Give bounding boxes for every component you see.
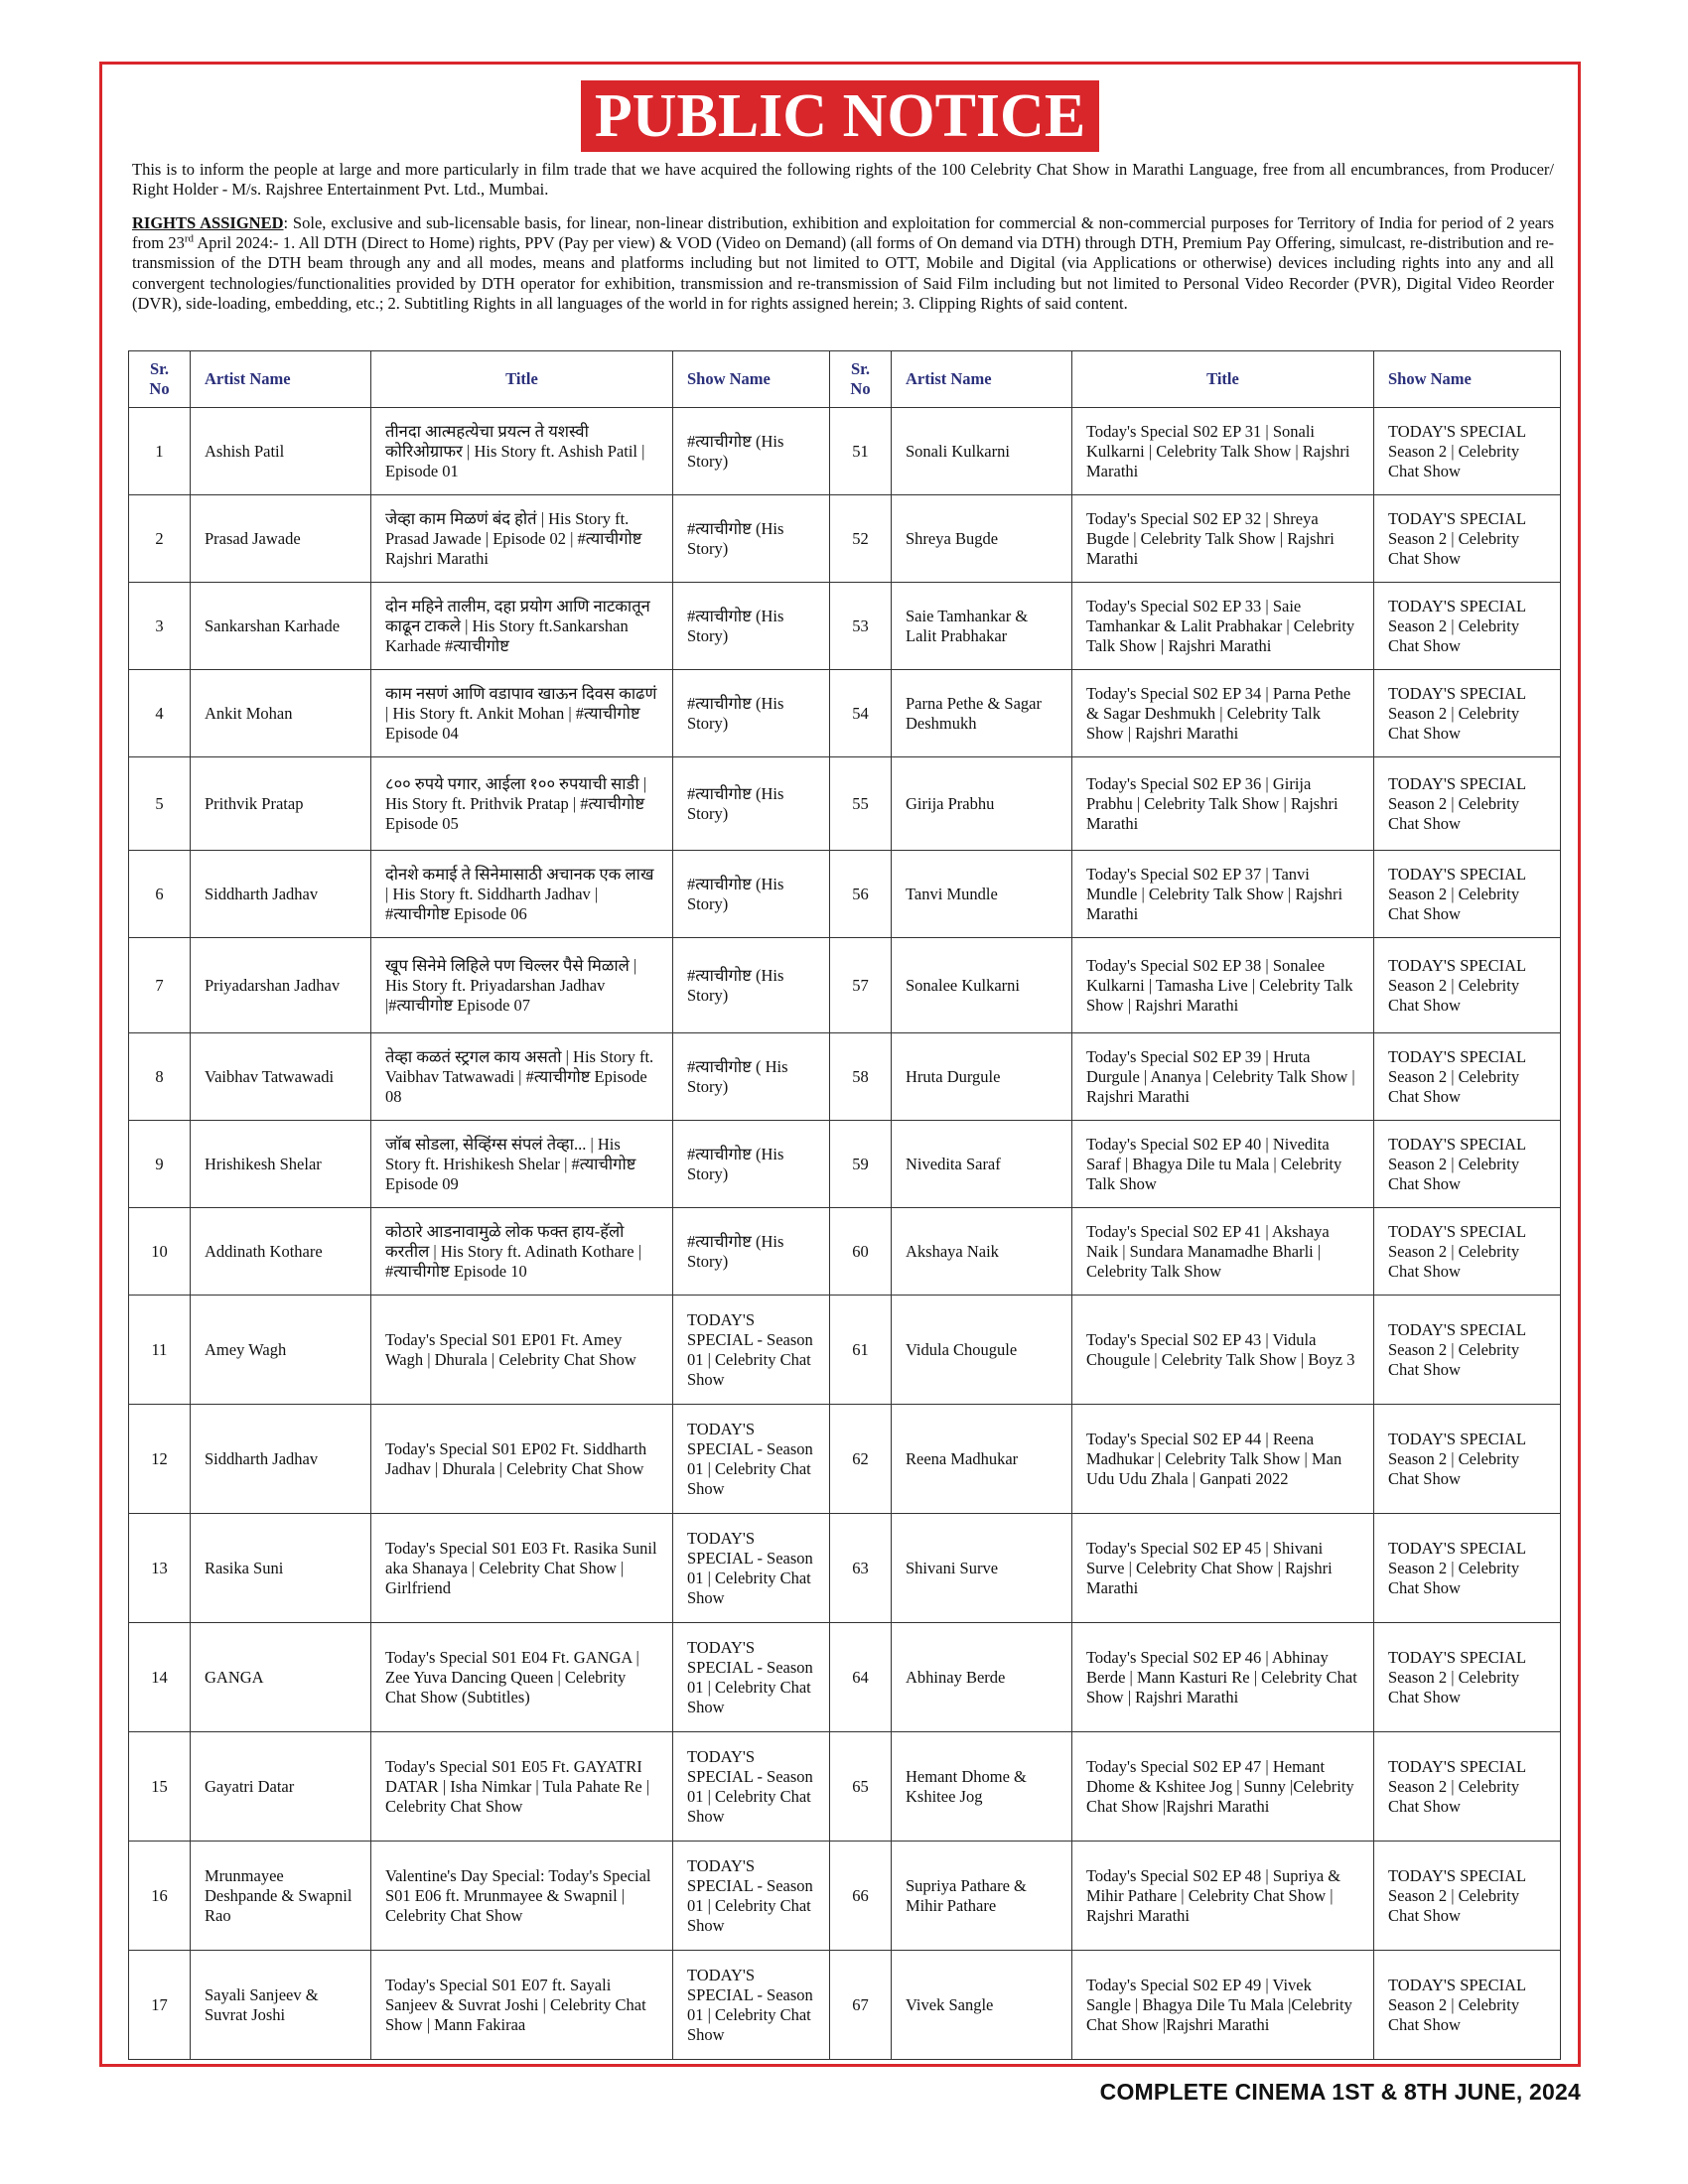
table-row [129,1208,1561,1296]
cell-artist-name: Shreya Bugde [892,495,1072,583]
cell-artist-name: Vidula Chougule [892,1296,1072,1405]
cell-artist-name: Sonali Kulkarni [892,408,1072,495]
cell-title: Today's Special S02 EP 32 | Shreya Bugde | Celebrity Talk Show | Rajshri Marathi [1072,495,1374,583]
cell-title: Today's Special S02 EP 38 | Sonalee Kulkarni | Tamasha Live | Celebrity Talk Show | Rajshri Marathi [1072,938,1374,1033]
cell-sr-no: 5 [129,757,191,851]
cell-show-name: TODAY'S SPECIAL - Season 01 | Celebrity Chat Show [673,1296,830,1405]
cell-show-name: #त्याचीगोष्ट (His Story) [673,938,830,1033]
cell-artist-name: Siddharth Jadhav [191,851,371,938]
footer-publication: COMPLETE CINEMA 1ST & 8TH JUNE, 2024 [1099,2079,1581,2105]
table-row [129,1732,1561,1842]
cell-sr-no: 8 [129,1033,191,1121]
cell-show-name: #त्याचीगोष्ट (His Story) [673,757,830,851]
cell-sr-no: 56 [830,851,892,938]
table-row [129,757,1561,851]
table-row [129,1623,1561,1732]
rights-text-b: April 2024:- 1. All DTH (Direct to Home) rights, PPV (Pay per view) & VOD (Video on Demand) (all forms of On demand via DTH) through DTH, Premium Pay Offering, simulcast, re-distribution and re-transmission of the DTH beam through any and all modes, means and platforms including but not limited to OTT, Mobile and Digital (via Applications or otherwise) devices including rights into any and all convergent technologies/functionalities provided by DTH operator for exhibition, transmission and re-transmission of Said Film including but not limited to Personal Video Recorder (PVR), Digital Video Reorder (DVR), side-loading, embedding, etc.; 2. Subtitling Rights in all languages of the world in for rights assigned herein; 3. Clipping Rights of said content. [132,233,1554,313]
cell-artist-name: Hruta Durgule [892,1033,1072,1121]
table-header-row [129,351,1561,408]
table-row [129,1514,1561,1623]
table-row [129,1405,1561,1514]
cell-sr-no: 12 [129,1405,191,1514]
cell-artist-name: Prasad Jawade [191,495,371,583]
cell-show-name: TODAY'S SPECIAL - Season 01 | Celebrity Chat Show [673,1732,830,1842]
cell-artist-name: Nivedita Saraf [892,1121,1072,1208]
cell-show-name: TODAY'S SPECIAL Season 2 | Celebrity Chat Show [1374,938,1561,1033]
cell-artist-name: Girija Prabhu [892,757,1072,851]
cell-title: Valentine's Day Special: Today's Special S01 E06 ft. Mrunmayee & Swapnil | Celebrity Chat Show [371,1842,673,1951]
cell-show-name: #त्याचीगोष्ट ( His Story) [673,1033,830,1121]
cell-show-name: TODAY'S SPECIAL Season 2 | Celebrity Chat Show [1374,1121,1561,1208]
cell-title: जेव्हा काम मिळणं बंद होतं | His Story ft. Prasad Jawade | Episode 02 | #त्याचीगोष्ट Rajshri Marathi [371,495,673,583]
table-row [129,1951,1561,2060]
cell-artist-name: Gayatri Datar [191,1732,371,1842]
cell-artist-name: Abhinay Berde [892,1623,1072,1732]
cell-sr-no: 3 [129,583,191,670]
cell-title: Today's Special S01 E03 Ft. Rasika Sunil aka Shanaya | Celebrity Chat Show | Girlfriend [371,1514,673,1623]
cell-artist-name: Sayali Sanjeev & Suvrat Joshi [191,1951,371,2060]
table-row [129,851,1561,938]
cell-sr-no: 66 [830,1842,892,1951]
cell-show-name: TODAY'S SPECIAL Season 2 | Celebrity Chat Show [1374,1623,1561,1732]
cell-title: Today's Special S02 EP 37 | Tanvi Mundle | Celebrity Talk Show | Rajshri Marathi [1072,851,1374,938]
cell-title: ८०० रुपये पगार, आईला १०० रुपयाची साडी | His Story ft. Prithvik Pratap | #त्याचीगोष्ट Episode 05 [371,757,673,851]
cell-sr-no: 4 [129,670,191,757]
cell-sr-no: 9 [129,1121,191,1208]
cell-show-name: #त्याचीगोष्ट (His Story) [673,670,830,757]
cell-show-name: #त्याचीगोष्ट (His Story) [673,1121,830,1208]
rights-label: RIGHTS ASSIGNED [132,213,284,232]
cell-sr-no: 63 [830,1514,892,1623]
cell-artist-name: GANGA [191,1623,371,1732]
cell-artist-name: Supriya Pathare & Mihir Pathare [892,1842,1072,1951]
cell-artist-name: Sonalee Kulkarni [892,938,1072,1033]
cell-title: Today's Special S02 EP 33 | Saie Tamhankar & Lalit Prabhakar | Celebrity Talk Show | Rajshri Marathi [1072,583,1374,670]
cell-artist-name: Saie Tamhankar & Lalit Prabhakar [892,583,1072,670]
rights-paragraph [132,213,1554,314]
cell-title: Today's Special S01 E05 Ft. GAYATRI DATAR | Isha Nimkar | Tula Pahate Re | Celebrity Chat Show [371,1732,673,1842]
cell-artist-name: Hemant Dhome & Kshitee Jog [892,1732,1072,1842]
header-artist-name: Artist Name [191,351,371,408]
cell-sr-no: 62 [830,1405,892,1514]
cell-artist-name: Akshaya Naik [892,1208,1072,1296]
notice-frame [99,62,1581,2067]
cell-artist-name: Shivani Surve [892,1514,1072,1623]
cell-artist-name: Addinath Kothare [191,1208,371,1296]
cell-title: Today's Special S02 EP 49 | Vivek Sangle | Bhagya Dile Tu Mala |Celebrity Chat Show |Rajshri Marathi [1072,1951,1374,2060]
cell-sr-no: 59 [830,1121,892,1208]
cell-show-name: TODAY'S SPECIAL Season 2 | Celebrity Chat Show [1374,583,1561,670]
cell-sr-no: 11 [129,1296,191,1405]
cell-show-name: TODAY'S SPECIAL - Season 01 | Celebrity Chat Show [673,1623,830,1732]
title-banner-wrap [102,80,1578,152]
cell-sr-no: 60 [830,1208,892,1296]
cell-show-name: TODAY'S SPECIAL Season 2 | Celebrity Chat Show [1374,1405,1561,1514]
header-artist-name: Artist Name [892,351,1072,408]
cell-show-name: TODAY'S SPECIAL Season 2 | Celebrity Chat Show [1374,1208,1561,1296]
notice-title: PUBLIC NOTICE [581,80,1099,152]
cell-sr-no: 61 [830,1296,892,1405]
cell-sr-no: 17 [129,1951,191,2060]
cell-sr-no: 55 [830,757,892,851]
cell-artist-name: Siddharth Jadhav [191,1405,371,1514]
cell-title: तेव्हा कळतं स्ट्रगल काय असतो | His Story ft. Vaibhav Tatwawadi | #त्याचीगोष्ट Episode 08 [371,1033,673,1121]
rights-table [128,350,1561,2060]
cell-artist-name: Prithvik Pratap [191,757,371,851]
table-row [129,1842,1561,1951]
cell-show-name: TODAY'S SPECIAL Season 2 | Celebrity Chat Show [1374,495,1561,583]
header-title: Title [371,351,673,408]
cell-title: Today's Special S02 EP 36 | Girija Prabhu | Celebrity Talk Show | Rajshri Marathi [1072,757,1374,851]
cell-title: दोनशे कमाई ते सिनेमासाठी अचानक एक लाख | His Story ft. Siddharth Jadhav | #त्याचीगोष्ट Episode 06 [371,851,673,938]
cell-artist-name: Sankarshan Karhade [191,583,371,670]
cell-sr-no: 51 [830,408,892,495]
cell-title: कोठारे आडनावामुळे लोक फक्त हाय-हॅलो करतील | His Story ft. Adinath Kothare | #त्याचीगोष्ट Episode 10 [371,1208,673,1296]
header-title: Title [1072,351,1374,408]
cell-sr-no: 67 [830,1951,892,2060]
cell-title: दोन महिने तालीम, दहा प्रयोग आणि नाटकातून काढून टाकले | His Story ft.Sankarshan Karhade #त्याचीगोष्ट [371,583,673,670]
cell-artist-name: Hrishikesh Shelar [191,1121,371,1208]
cell-title: जॉब सोडला, सेव्हिंग्स संपलं तेव्हा... | His Story ft. Hrishikesh Shelar | #त्याचीगोष्ट Episode 09 [371,1121,673,1208]
cell-title: Today's Special S02 EP 44 | Reena Madhukar | Celebrity Talk Show | Man Udu Udu Zhala | Ganpati 2022 [1072,1405,1374,1514]
table-row [129,408,1561,495]
cell-show-name: TODAY'S SPECIAL Season 2 | Celebrity Chat Show [1374,408,1561,495]
cell-title: Today's Special S02 EP 41 | Akshaya Naik | Sundara Manamadhe Bharli | Celebrity Talk Show [1072,1208,1374,1296]
cell-sr-no: 16 [129,1842,191,1951]
cell-sr-no: 7 [129,938,191,1033]
cell-sr-no: 10 [129,1208,191,1296]
cell-title: खूप सिनेमे लिहिले पण चिल्लर पैसे मिळाले | His Story ft. Priyadarshan Jadhav |#त्याचीगोष्ट Episode 07 [371,938,673,1033]
cell-show-name: TODAY'S SPECIAL - Season 01 | Celebrity Chat Show [673,1951,830,2060]
cell-title: Today's Special S02 EP 39 | Hruta Durgule | Ananya | Celebrity Talk Show | Rajshri Marathi [1072,1033,1374,1121]
cell-sr-no: 53 [830,583,892,670]
cell-show-name: TODAY'S SPECIAL Season 2 | Celebrity Chat Show [1374,1842,1561,1951]
cell-show-name: #त्याचीगोष्ट (His Story) [673,1208,830,1296]
cell-title: Today's Special S02 EP 43 | Vidula Chougule | Celebrity Talk Show | Boyz 3 [1072,1296,1374,1405]
rights-date-suffix: rd [184,232,195,245]
cell-artist-name: Amey Wagh [191,1296,371,1405]
cell-artist-name: Vivek Sangle [892,1951,1072,2060]
cell-title: Today's Special S01 EP02 Ft. Siddharth Jadhav | Dhurala | Celebrity Chat Show [371,1405,673,1514]
cell-show-name: TODAY'S SPECIAL Season 2 | Celebrity Chat Show [1374,1296,1561,1405]
cell-sr-no: 54 [830,670,892,757]
cell-title: Today's Special S01 EP01 Ft. Amey Wagh | Dhurala | Celebrity Chat Show [371,1296,673,1405]
cell-title: Today's Special S01 E07 ft. Sayali Sanjeev & Suvrat Joshi | Celebrity Chat Show | Mann Fakiraa [371,1951,673,2060]
cell-show-name: TODAY'S SPECIAL Season 2 | Celebrity Chat Show [1374,1514,1561,1623]
cell-sr-no: 58 [830,1033,892,1121]
table-body [129,408,1561,2060]
cell-sr-no: 2 [129,495,191,583]
header-show-name: Show Name [1374,351,1561,408]
cell-title: Today's Special S02 EP 47 | Hemant Dhome & Kshitee Jog | Sunny |Celebrity Chat Show |Rajshri Marathi [1072,1732,1374,1842]
cell-show-name: TODAY'S SPECIAL - Season 01 | Celebrity Chat Show [673,1405,830,1514]
cell-artist-name: Reena Madhukar [892,1405,1072,1514]
cell-title: Today's Special S02 EP 45 | Shivani Surve | Celebrity Chat Show | Rajshri Marathi [1072,1514,1374,1623]
header-show-name: Show Name [673,351,830,408]
cell-title: Today's Special S02 EP 34 | Parna Pethe & Sagar Deshmukh | Celebrity Talk Show | Rajshri Marathi [1072,670,1374,757]
cell-show-name: TODAY'S SPECIAL - Season 01 | Celebrity Chat Show [673,1842,830,1951]
cell-show-name: TODAY'S SPECIAL Season 2 | Celebrity Chat Show [1374,670,1561,757]
cell-show-name: #त्याचीगोष्ट (His Story) [673,851,830,938]
cell-sr-no: 6 [129,851,191,938]
header-sr-no: Sr. No [830,351,892,408]
cell-show-name: TODAY'S SPECIAL Season 2 | Celebrity Chat Show [1374,1951,1561,2060]
cell-title: काम नसणं आणि वडापाव खाऊन दिवस काढणं | His Story ft. Ankit Mohan | #त्याचीगोष्ट Episode 04 [371,670,673,757]
cell-artist-name: Vaibhav Tatwawadi [191,1033,371,1121]
cell-sr-no: 57 [830,938,892,1033]
cell-sr-no: 14 [129,1623,191,1732]
table-row [129,495,1561,583]
cell-title: Today's Special S02 EP 48 | Supriya & Mihir Pathare | Celebrity Chat Show | Rajshri Marathi [1072,1842,1374,1951]
table-row [129,1033,1561,1121]
cell-artist-name: Tanvi Mundle [892,851,1072,938]
cell-artist-name: Ashish Patil [191,408,371,495]
cell-sr-no: 64 [830,1623,892,1732]
cell-artist-name: Parna Pethe & Sagar Deshmukh [892,670,1072,757]
cell-sr-no: 13 [129,1514,191,1623]
cell-sr-no: 65 [830,1732,892,1842]
cell-sr-no: 1 [129,408,191,495]
table-row [129,938,1561,1033]
cell-show-name: TODAY'S SPECIAL Season 2 | Celebrity Chat Show [1374,851,1561,938]
cell-artist-name: Rasika Suni [191,1514,371,1623]
cell-show-name: TODAY'S SPECIAL - Season 01 | Celebrity Chat Show [673,1514,830,1623]
table-row [129,670,1561,757]
cell-artist-name: Ankit Mohan [191,670,371,757]
table-row [129,583,1561,670]
cell-sr-no: 52 [830,495,892,583]
cell-title: Today's Special S02 EP 31 | Sonali Kulkarni | Celebrity Talk Show | Rajshri Marathi [1072,408,1374,495]
cell-artist-name: Mrunmayee Deshpande & Swapnil Rao [191,1842,371,1951]
cell-show-name: #त्याचीगोष्ट (His Story) [673,495,830,583]
cell-show-name: TODAY'S SPECIAL Season 2 | Celebrity Chat Show [1374,757,1561,851]
cell-show-name: #त्याचीगोष्ट (His Story) [673,583,830,670]
intro-paragraph: This is to inform the people at large and more particularly in film trade that we have acquired the following rights of the 100 Celebrity Chat Show in Marathi Language, free from all encumbrances, from Producer/ Right Holder - M/s. Rajshree Entertainment Pvt. Ltd., Mumbai. [132,160,1554,199]
cell-title: तीनदा आत्महत्येचा प्रयत्न ते यशस्वी कोरिओग्राफर | His Story ft. Ashish Patil | Episode 01 [371,408,673,495]
table-row [129,1121,1561,1208]
cell-title: Today's Special S01 E04 Ft. GANGA | Zee Yuva Dancing Queen | Celebrity Chat Show (Subtitles) [371,1623,673,1732]
cell-show-name: #त्याचीगोष्ट (His Story) [673,408,830,495]
cell-title: Today's Special S02 EP 46 | Abhinay Berde | Mann Kasturi Re | Celebrity Chat Show | Rajshri Marathi [1072,1623,1374,1732]
cell-artist-name: Priyadarshan Jadhav [191,938,371,1033]
cell-show-name: TODAY'S SPECIAL Season 2 | Celebrity Chat Show [1374,1732,1561,1842]
cell-sr-no: 15 [129,1732,191,1842]
cell-show-name: TODAY'S SPECIAL Season 2 | Celebrity Chat Show [1374,1033,1561,1121]
table-row [129,1296,1561,1405]
rights-text-a: : Sole, exclusive and sub-licensable basis, for linear, non-linear distribution, exhibition and exploitation for commercial & non-commercial purposes for Territory of India for period of 2 years from 23 [132,213,1555,253]
cell-title: Today's Special S02 EP 40 | Nivedita Saraf | Bhagya Dile tu Mala | Celebrity Talk Show [1072,1121,1374,1208]
header-sr-no: Sr. No [129,351,191,408]
